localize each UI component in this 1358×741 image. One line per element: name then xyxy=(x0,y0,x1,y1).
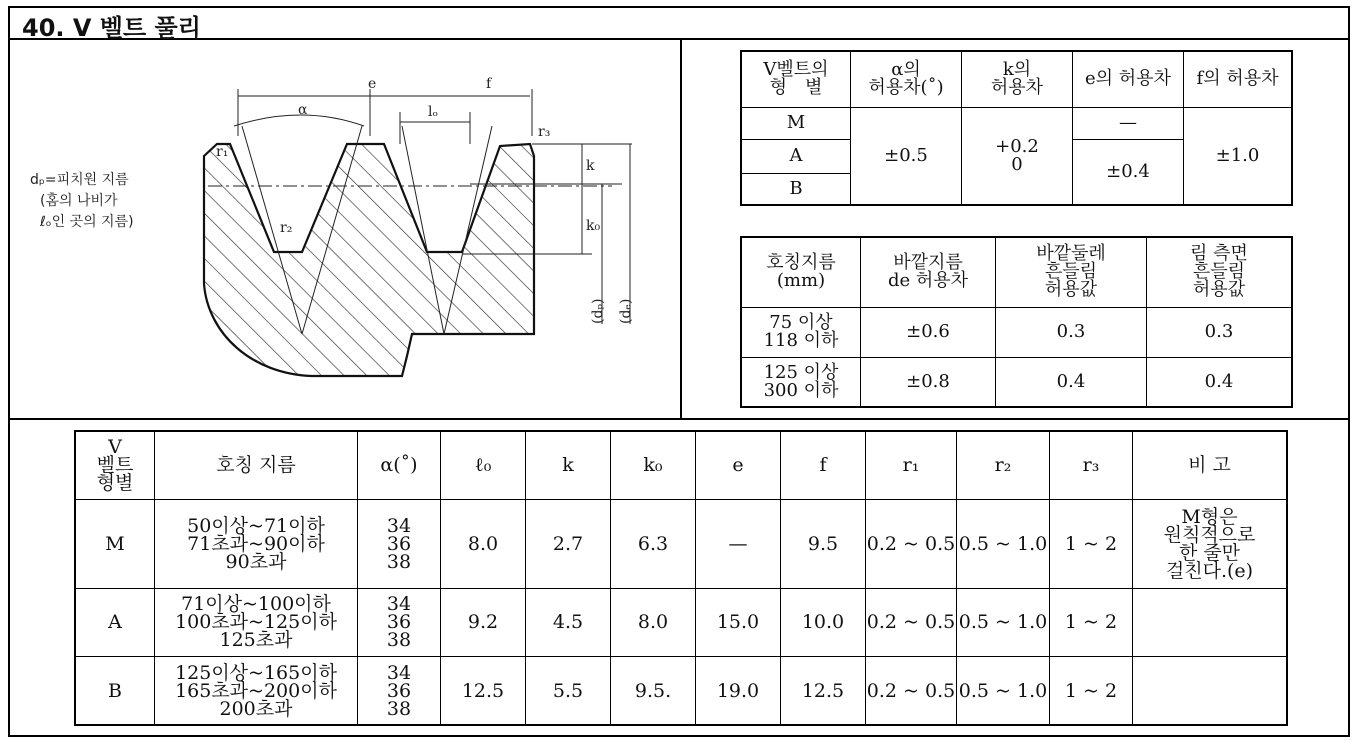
side-runout: 0.4 xyxy=(1147,357,1293,407)
th-type-2: 벨트 xyxy=(96,454,134,477)
nominal-3: 90초과 xyxy=(225,550,287,573)
th-side-runout-3: 허용값 xyxy=(1192,279,1246,301)
type-b: B xyxy=(741,173,851,205)
th-side-runout-2: 흔들림 xyxy=(1192,261,1246,283)
th-outer-dia: 바깥지름 xyxy=(893,252,963,274)
cell-e: — xyxy=(696,499,781,588)
th-outer-runout-3: 허용값 xyxy=(1044,279,1098,301)
cell-e: 19.0 xyxy=(696,657,781,726)
th-r2: r₂ xyxy=(957,431,1050,499)
th-k0: k₀ xyxy=(611,431,696,499)
table-row xyxy=(75,499,1287,588)
cell-type: A xyxy=(75,588,155,656)
note-1: M형은 xyxy=(1181,505,1238,528)
th-outer-runout: 바깥둘레 xyxy=(1036,243,1106,265)
cell-r1: 0.2 ~ 0.5 xyxy=(866,499,957,588)
nominal-3: 125초과 xyxy=(219,629,293,652)
cell-note xyxy=(1133,588,1288,656)
th-f: f xyxy=(781,431,866,499)
cell-k: 4.5 xyxy=(526,588,611,656)
tolerance-table xyxy=(740,50,1293,206)
cell-nominal xyxy=(155,588,358,656)
nominal-1: 125이상~165이하 xyxy=(175,661,337,684)
cell-note xyxy=(1133,499,1288,588)
cell-k0: 8.0 xyxy=(611,588,696,656)
label-alpha: α xyxy=(298,102,308,118)
th-l0: ℓ₀ xyxy=(441,431,526,499)
cell-alpha xyxy=(358,588,441,656)
cell-r2: 0.5 ~ 1.0 xyxy=(957,499,1050,588)
note-4: 걸친다.(e) xyxy=(1165,559,1254,582)
table-row xyxy=(741,357,1292,407)
page-title: 40. V 벨트 풀리 xyxy=(22,14,201,42)
e-tolerance-ab: ±0.4 xyxy=(1073,139,1184,205)
label-e: e xyxy=(368,76,377,92)
label-r1: r₁ xyxy=(216,144,229,160)
alpha-2: 36 xyxy=(386,532,412,555)
th-e-tol: e의 허용차 xyxy=(1073,51,1184,107)
label-dp: (dₚ) xyxy=(590,298,606,324)
label-k: k xyxy=(586,158,595,174)
table-row xyxy=(75,657,1287,726)
alpha-3: 38 xyxy=(386,697,412,720)
range-to: 300 이하 xyxy=(763,379,839,401)
cell-e: 15.0 xyxy=(696,588,781,656)
cell-nominal xyxy=(155,499,358,588)
nominal-2: 165초과~200이하 xyxy=(175,679,337,702)
th-f-tol: f의 허용차 xyxy=(1184,51,1293,107)
th-r3: r₃ xyxy=(1050,431,1133,499)
cell-alpha xyxy=(358,657,441,726)
alpha-1: 34 xyxy=(386,661,412,684)
label-de: (dₑ) xyxy=(618,298,634,324)
cell-r1: 0.2 ~ 0.5 xyxy=(866,588,957,656)
cell-f: 9.5 xyxy=(781,499,866,588)
cell-l0: 9.2 xyxy=(441,588,526,656)
cell-k: 2.7 xyxy=(526,499,611,588)
th-type-3: 형별 xyxy=(96,472,134,495)
th-k-tol-2: 허용차 xyxy=(990,77,1044,99)
alpha-1: 34 xyxy=(386,514,412,537)
dimension-table xyxy=(74,430,1288,726)
th-alpha-tol-2: 허용차(˚) xyxy=(868,77,944,99)
cell-r3: 1 ~ 2 xyxy=(1050,588,1133,656)
nominal-2: 100초과~125이하 xyxy=(175,611,337,634)
th-side-runout: 림 측면 xyxy=(1190,243,1248,265)
e-tolerance-m: — xyxy=(1073,107,1184,139)
cell-k: 5.5 xyxy=(526,657,611,726)
th-k-tol: k의 xyxy=(1002,59,1032,81)
label-k0: k₀ xyxy=(586,218,601,234)
cell-l0: 12.5 xyxy=(441,657,526,726)
nominal-1: 50이상~71이하 xyxy=(187,514,325,537)
label-f: f xyxy=(486,76,492,92)
th-note: 비 고 xyxy=(1133,431,1288,499)
de-tolerance: ±0.8 xyxy=(861,357,996,407)
vertical-divider xyxy=(680,40,682,420)
label-r2: r₂ xyxy=(280,220,293,236)
k-tol-lower: 0 xyxy=(1011,153,1023,175)
note-2: 원칙적으로 xyxy=(1163,523,1256,546)
cell-alpha xyxy=(358,499,441,588)
cell-k0: 6.3 xyxy=(611,499,696,588)
range-to: 118 이하 xyxy=(763,330,839,351)
alpha-tolerance: ±0.5 xyxy=(851,107,962,205)
horizontal-divider xyxy=(8,418,1350,420)
cell-f: 10.0 xyxy=(781,588,866,656)
side-runout: 0.3 xyxy=(1147,307,1293,357)
range-from: 75 이상 xyxy=(769,312,833,333)
cell-type: M xyxy=(75,499,155,588)
note-line-1: dₚ=피치원 지름 xyxy=(30,172,129,188)
cell-r3: 1 ~ 2 xyxy=(1050,499,1133,588)
note-line-3: ℓₒ인 곳의 지름) xyxy=(40,214,134,230)
th-nominal: 호칭지름 xyxy=(766,252,836,274)
th-belt-type-2: 형 별 xyxy=(769,77,823,99)
outer-runout: 0.4 xyxy=(996,357,1147,407)
alpha-2: 36 xyxy=(386,611,412,634)
page-title-bar xyxy=(8,6,1350,40)
cell-note xyxy=(1133,657,1288,726)
cell-type: B xyxy=(75,657,155,726)
pulley-groove-diagram xyxy=(12,44,676,416)
table-row xyxy=(75,588,1287,656)
alpha-3: 38 xyxy=(386,550,412,573)
alpha-3: 38 xyxy=(386,629,412,652)
cell-r2: 0.5 ~ 1.0 xyxy=(957,588,1050,656)
th-alpha: α(˚) xyxy=(358,431,441,499)
type-m: M xyxy=(741,107,851,139)
th-nominal-dia: 호칭 지름 xyxy=(155,431,358,499)
pulley-section xyxy=(204,144,534,376)
cell-nominal xyxy=(155,657,358,726)
th-outer-dia-2: de 허용차 xyxy=(887,270,969,292)
table-row xyxy=(741,307,1292,357)
k-tolerance xyxy=(962,107,1073,205)
outer-runout: 0.3 xyxy=(996,307,1147,357)
th-type: V xyxy=(108,436,122,459)
cell-f: 12.5 xyxy=(781,657,866,726)
cell-r3: 1 ~ 2 xyxy=(1050,657,1133,726)
cell-k0: 9.5. xyxy=(611,657,696,726)
th-e: e xyxy=(696,431,781,499)
alpha-1: 34 xyxy=(386,593,412,616)
de-tolerance: ±0.6 xyxy=(861,307,996,357)
cell-r1: 0.2 ~ 0.5 xyxy=(866,657,957,726)
th-belt-type: V벨트의 xyxy=(763,59,829,81)
cell-r2: 0.5 ~ 1.0 xyxy=(957,657,1050,726)
f-tolerance: ±1.0 xyxy=(1184,107,1293,205)
range-from: 125 이상 xyxy=(763,361,839,383)
type-a: A xyxy=(741,139,851,173)
cell-l0: 8.0 xyxy=(441,499,526,588)
nominal-2: 71초과~90이하 xyxy=(187,532,325,555)
runout-table xyxy=(740,236,1293,408)
th-alpha-tol: α의 xyxy=(891,59,921,81)
nominal-1: 71이상~100이하 xyxy=(181,593,331,616)
note-3: 한 줄만 xyxy=(1178,541,1241,564)
th-k: k xyxy=(526,431,611,499)
k-tol-upper: +0.2 xyxy=(995,135,1039,157)
note-line-2: (홈의 나비가 xyxy=(40,193,118,209)
th-r1: r₁ xyxy=(866,431,957,499)
nominal-3: 200초과 xyxy=(219,697,293,720)
th-nominal-unit: (mm) xyxy=(776,270,826,292)
label-l0: lₒ xyxy=(428,104,438,120)
label-r3: r₃ xyxy=(538,124,551,140)
alpha-2: 36 xyxy=(386,679,412,702)
th-outer-runout-2: 흔들림 xyxy=(1044,261,1098,283)
